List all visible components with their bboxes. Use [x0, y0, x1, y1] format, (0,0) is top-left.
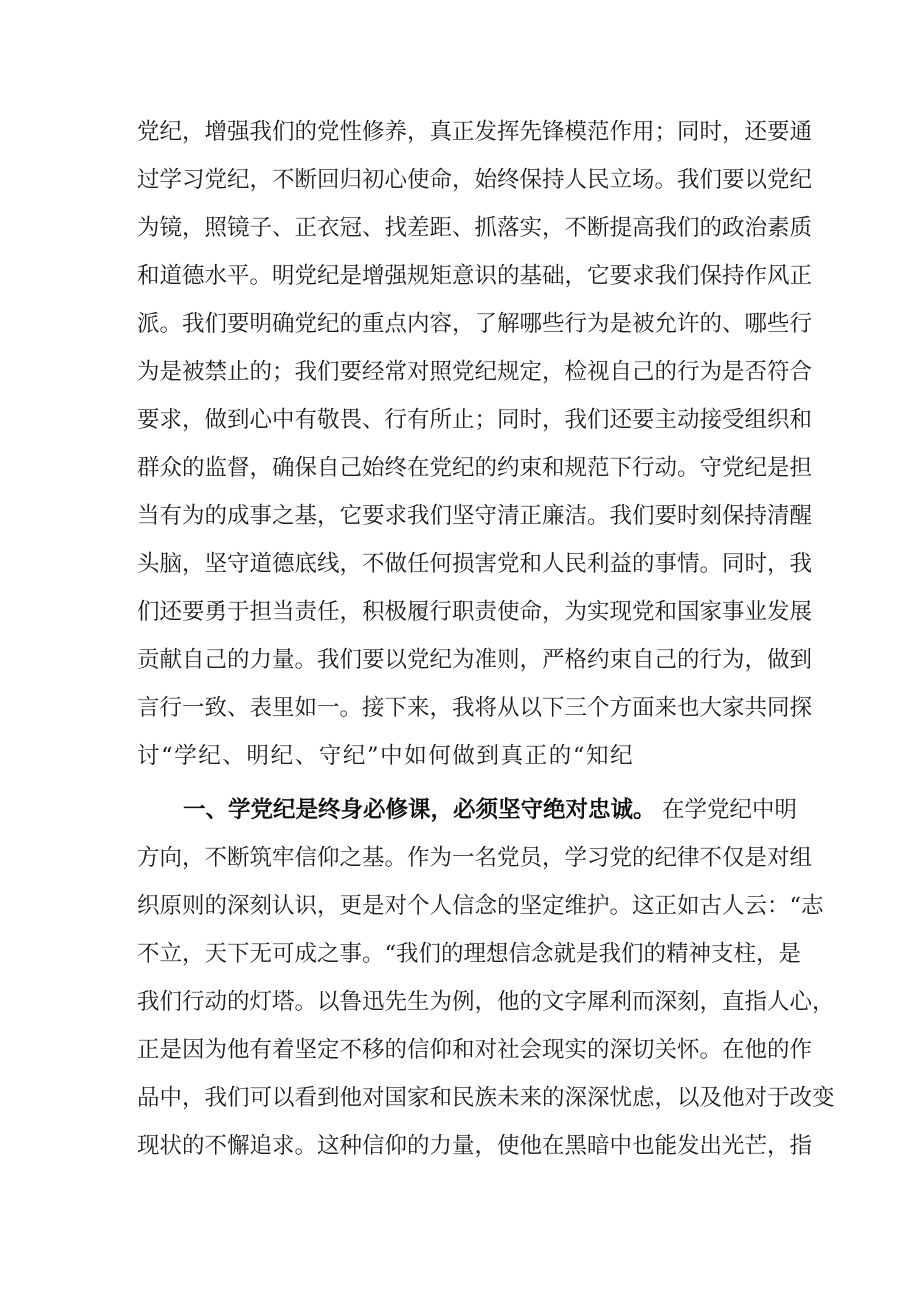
text-line: 群众的监督，确保自己始终在党纪的约束和规范下行动。守党纪是担 [137, 455, 813, 481]
heading-line-continuation: 在学党纪中明 [661, 797, 797, 823]
text-line: 织原则的深刻认识，更是对个人信念的坚定维护。这正如古人云：“志 [137, 893, 824, 919]
section-heading: 一、学党纪是终身必修课，必须坚守绝对忠诚。 [183, 797, 656, 823]
section-heading-line [183, 786, 797, 834]
text-line: 过学习党纪，不断回归初心使命，始终保持人民立场。我们要以党纪 [137, 167, 813, 193]
text-line: 现状的不懈追求。这种信仰的力量，使他在黑暗中也能发出光芒，指 [137, 1133, 813, 1159]
text-line: 正是因为他有着坚定不移的信仰和对社会现实的深切关怀。在他的作 [137, 1037, 813, 1063]
text-line: 当有为的成事之基，它要求我们坚守清正廉洁。我们要时刻保持清醒 [137, 503, 813, 529]
text-line: 贡献自己的力量。我们要以党纪为准则，严格约束自己的行为，做到 [137, 647, 813, 673]
text-line: 要求，做到心中有敬畏、行有所止；同时，我们还要主动接受组织和 [137, 407, 813, 433]
text-line: 头脑，坚守道德底线，不做任何损害党和人民利益的事情。同时，我 [137, 551, 813, 577]
text-line: 言行一致、表里如一。接下来，我将从以下三个方面来也大家共同探 [137, 695, 813, 721]
text-line: 为是被禁止的；我们要经常对照党纪规定，检视自己的行为是否符合 [137, 359, 813, 385]
text-line: 我们行动的灯塔。以鲁迅先生为例，他的文字犀利而深刻，直指人心， [137, 989, 835, 1015]
text-line: 们还要勇于担当责任，积极履行职责使命，为实现党和国家事业发展 [137, 599, 813, 625]
text-line: 品中，我们可以看到他对国家和民族未来的深深忧虑，以及他对于改变 [137, 1085, 835, 1111]
text-line: 党纪，增强我们的党性修养，真正发挥先锋模范作用；同时，还要通 [137, 119, 813, 145]
text-line: 为镜，照镜子、正衣冠、找差距、抓落实，不断提高我们的政治素质 [137, 215, 813, 241]
text-line: 派。我们要明确党纪的重点内容，了解哪些行为是被允许的、哪些行 [137, 311, 813, 337]
text-line: 不立，天下无可成之事。“我们的理想信念就是我们的精神支柱，是 [137, 941, 802, 967]
text-line: 和道德水平。明党纪是增强规矩意识的基础，它要求我们保持作风正 [137, 263, 813, 289]
text-line-last: 讨“学纪、明纪、守纪”中如何做到真正的“知纪 [137, 743, 635, 769]
text-line: 方向，不断筑牢信仰之基。作为一名党员，学习党的纪律不仅是对组 [137, 845, 813, 871]
